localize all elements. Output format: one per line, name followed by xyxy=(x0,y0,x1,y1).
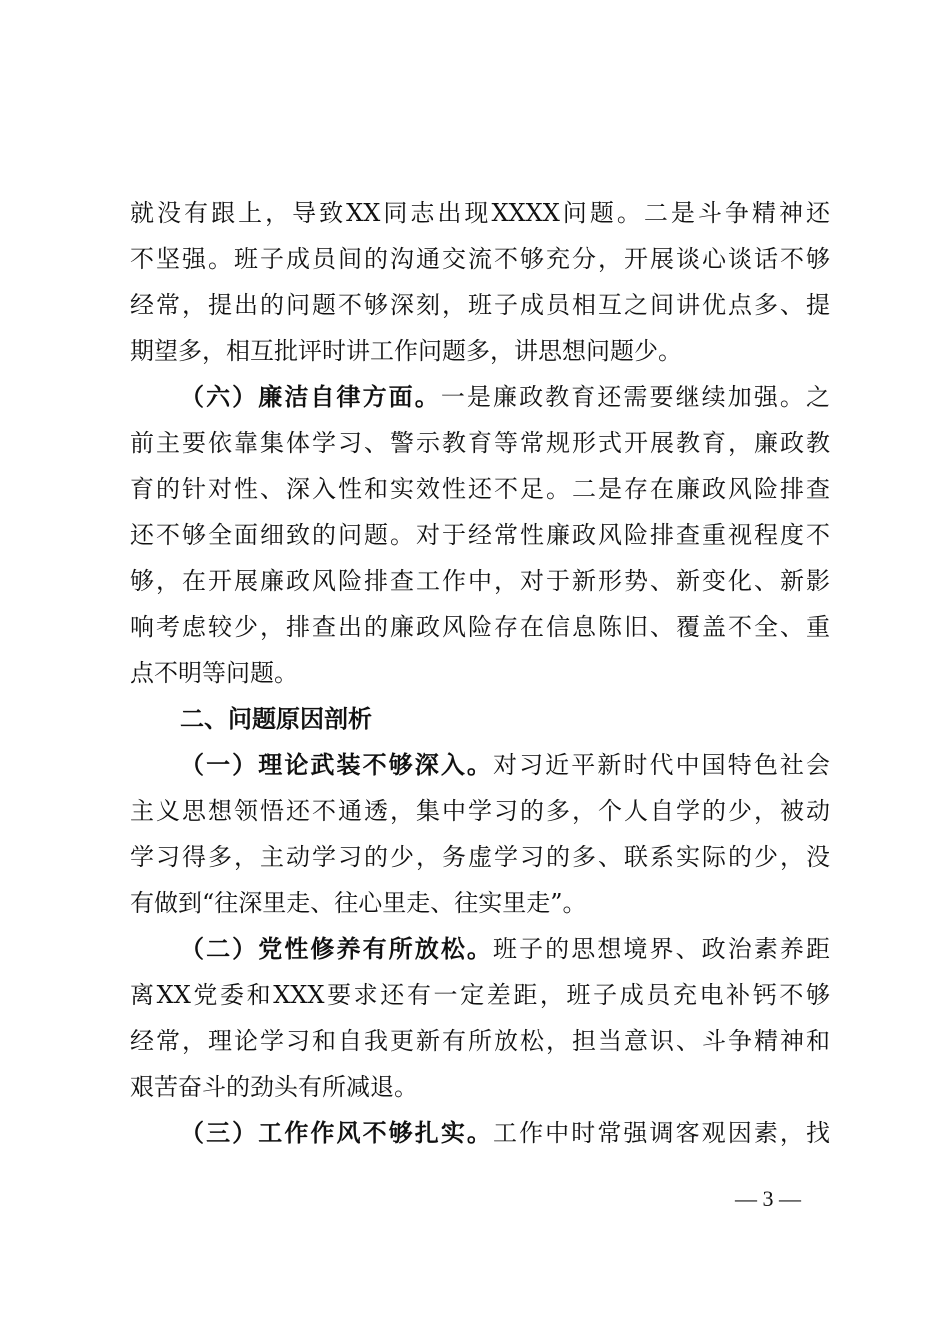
text-line xyxy=(130,788,830,834)
text-line xyxy=(130,1064,830,1110)
subsection-title: （六）廉洁自律方面。 xyxy=(180,382,441,411)
line-text: 离XX党委和XXX要求还有一定差距，班子成员充电补钙不够 xyxy=(130,981,830,1009)
text-line xyxy=(130,926,830,972)
page-number: — 3 — xyxy=(735,1186,801,1211)
subsection-title: （三）工作作风不够扎实。 xyxy=(180,1118,493,1147)
text-line xyxy=(130,1110,830,1156)
line-text: 期望多，相互批评时讲工作问题多，讲思想问题少。 xyxy=(130,337,682,365)
line-text: 对习近平新时代中国特色社会 xyxy=(493,751,830,779)
line-text: 点不明等问题。 xyxy=(130,659,298,687)
line-text: 主义思想领悟还不通透，集中学习的多，个人自学的少，被动 xyxy=(130,797,830,825)
text-line xyxy=(130,466,830,512)
line-text: 不坚强。班子成员间的沟通交流不够充分，开展谈心谈话不够 xyxy=(130,245,830,273)
line-text: 二、问题原因剖析 xyxy=(180,705,372,733)
text-line xyxy=(130,282,830,328)
subsection-title: （一）理论武装不够深入。 xyxy=(180,750,493,779)
text-line xyxy=(130,650,830,696)
text-line xyxy=(130,558,830,604)
line-text: 艰苦奋斗的劲头有所减退。 xyxy=(130,1073,418,1101)
line-text: 经常，理论学习和自我更新有所放松，担当意识、斗争精神和 xyxy=(130,1027,830,1055)
line-text: 就没有跟上，导致XX同志出现XXXX问题。二是斗争精神还 xyxy=(130,199,830,227)
line-text: 班子的思想境界、政治素养距 xyxy=(493,935,830,963)
line-text: 够，在开展廉政风险排查工作中，对于新形势、新变化、新影 xyxy=(130,567,830,595)
text-line xyxy=(130,328,830,374)
line-text: 育的针对性、深入性和实效性还不足。二是存在廉政风险排查 xyxy=(130,475,830,503)
subsection-title: （二）党性修养有所放松。 xyxy=(180,934,493,963)
text-line xyxy=(130,742,830,788)
line-text: 学习得多，主动学习的少，务虚学习的多、联系实际的少，没 xyxy=(130,843,830,871)
section-heading xyxy=(130,696,830,742)
line-text: 有做到“往深里走、往心里走、往实里走”。 xyxy=(130,889,587,917)
line-text: 响考虑较少，排查出的廉政风险存在信息陈旧、覆盖不全、重 xyxy=(130,613,830,641)
text-line xyxy=(130,880,830,926)
line-text: 一是廉政教育还需要继续加强。之 xyxy=(440,383,831,411)
line-text: 工作中时常强调客观因素，找 xyxy=(493,1119,830,1147)
text-line xyxy=(130,604,830,650)
text-line xyxy=(130,420,830,466)
text-line xyxy=(130,190,830,236)
line-text: 经常，提出的问题不够深刻，班子成员相互之间讲优点多、提 xyxy=(130,291,830,319)
line-text: 前主要依靠集体学习、警示教育等常规形式开展教育，廉政教 xyxy=(130,429,830,457)
text-line xyxy=(130,236,830,282)
text-line xyxy=(130,512,830,558)
text-line xyxy=(130,972,830,1018)
text-line xyxy=(130,834,830,880)
document-body xyxy=(130,190,830,1156)
text-line xyxy=(130,374,830,420)
text-line xyxy=(130,1018,830,1064)
line-text: 还不够全面细致的问题。对于经常性廉政风险排查重视程度不 xyxy=(130,521,830,549)
